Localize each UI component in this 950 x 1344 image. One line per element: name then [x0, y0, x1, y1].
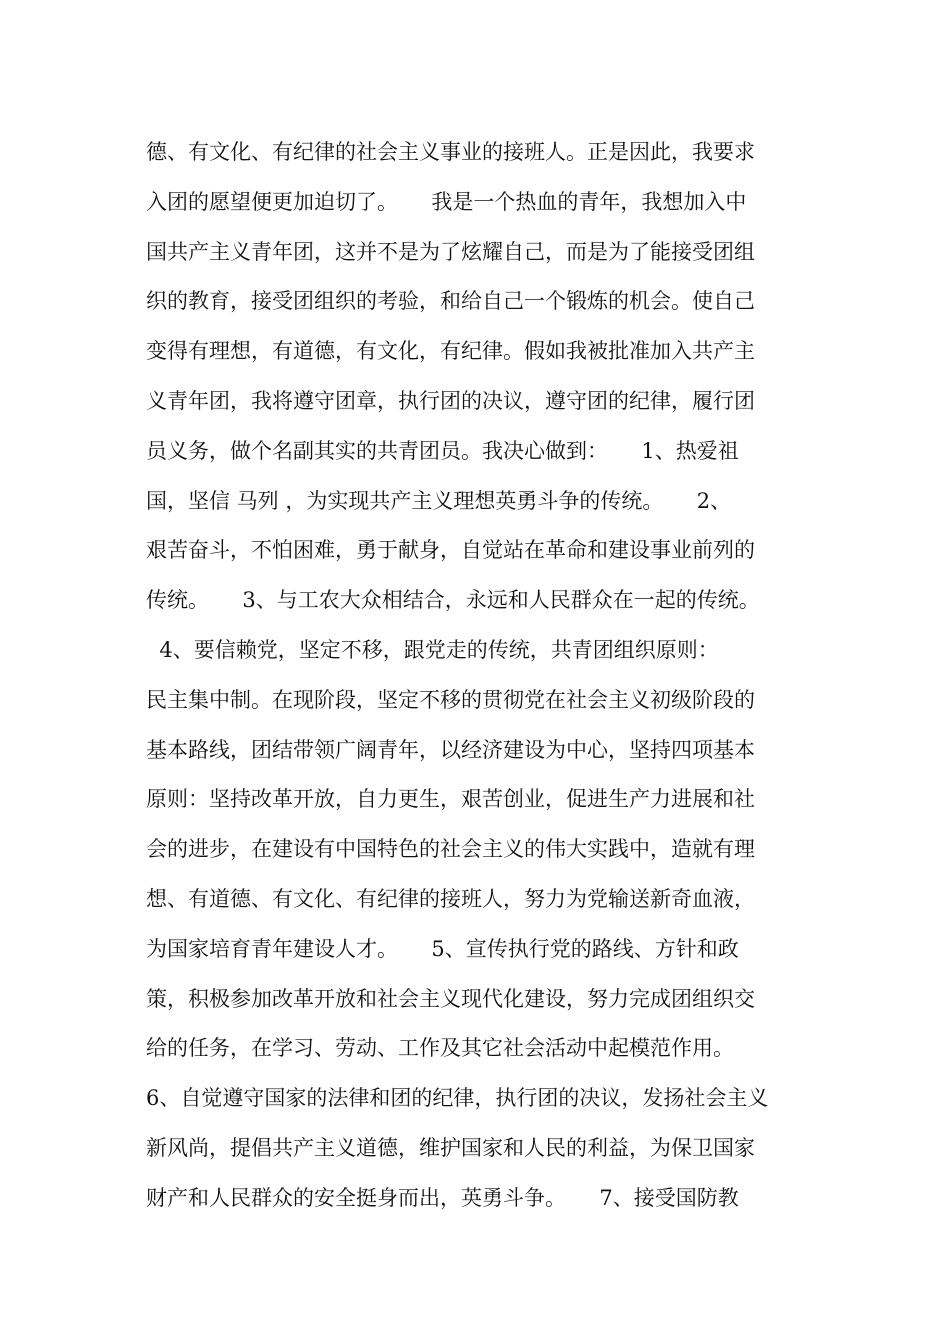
text-line: 德、有文化、有纪律的社会主义事业的接班人。正是因此，我要求: [146, 140, 755, 164]
text-line: 财产和人民群众的安全挺身而出，英勇斗争。 7、接受国防教: [146, 1185, 739, 1210]
text-line: 基本路线，团结带领广阔青年，以经济建设为中心，坚持四项基本: [146, 737, 755, 762]
text-line: 织的教育，接受团组织的考验，和给自己一个锻炼的机会。使自己: [146, 289, 755, 314]
text-line: 民主集中制。在现阶段，坚定不移的贯彻党在社会主义初级阶段的: [146, 687, 755, 712]
text-line: 为国家培育青年建设人才。 5、宣传执行党的路线、方针和政: [146, 936, 739, 961]
text-line: 国共产主义青年团，这并不是为了炫耀自己，而是为了能接受团组: [146, 239, 755, 264]
text-line: 原则：坚持改革开放，自力更生，艰苦创业，促进生产力进展和社: [146, 787, 755, 812]
text-line: 入团的愿望便更加迫切了。 我是一个热血的青年，我想加入中: [146, 189, 747, 214]
text-line: 4、要信赖党，坚定不移，跟党走的传统，共青团组织原则：: [146, 637, 719, 662]
text-line: 给的任务，在学习、劳动、工作及其它社会活动中起模范作用。: [146, 1036, 734, 1061]
body-text: [146, 128, 826, 1224]
text-line: 传统。 3、与工农大众相结合，永远和人民群众在一起的传统。: [146, 588, 760, 613]
text-line: 新风尚，提倡共产主义道德，维护国家和人民的利益，为保卫国家: [146, 1135, 755, 1160]
text-line: 策，积极参加改革开放和社会主义现代化建设，努力完成团组织交: [146, 986, 755, 1011]
text-line: 想、有道德、有文化、有纪律的接班人，努力为党输送新奇血液，: [146, 886, 755, 911]
text-line: 变得有理想，有道德，有文化，有纪律。假如我被批准加入共产主: [146, 339, 755, 364]
text-line: 国，坚信 马列 ，为实现共产主义理想英勇斗争的传统。 2、: [146, 488, 732, 513]
text-line: 员义务，做个名副其实的共青团员。我决心做到： 1、热爱祖: [146, 438, 739, 463]
text-line: 会的进步，在建设有中国特色的社会主义的伟大实践中，造就有理: [146, 837, 755, 862]
text-line: 6、自觉遵守国家的法律和团的纪律，执行团的决议，发扬社会主义: [146, 1086, 769, 1111]
text-line: 义青年团，我将遵守团章，执行团的决议，遵守团的纪律，履行团: [146, 388, 755, 413]
text-line: 艰苦奋斗，不怕困难，勇于献身，自觉站在革命和建设事业前列的: [146, 538, 755, 563]
